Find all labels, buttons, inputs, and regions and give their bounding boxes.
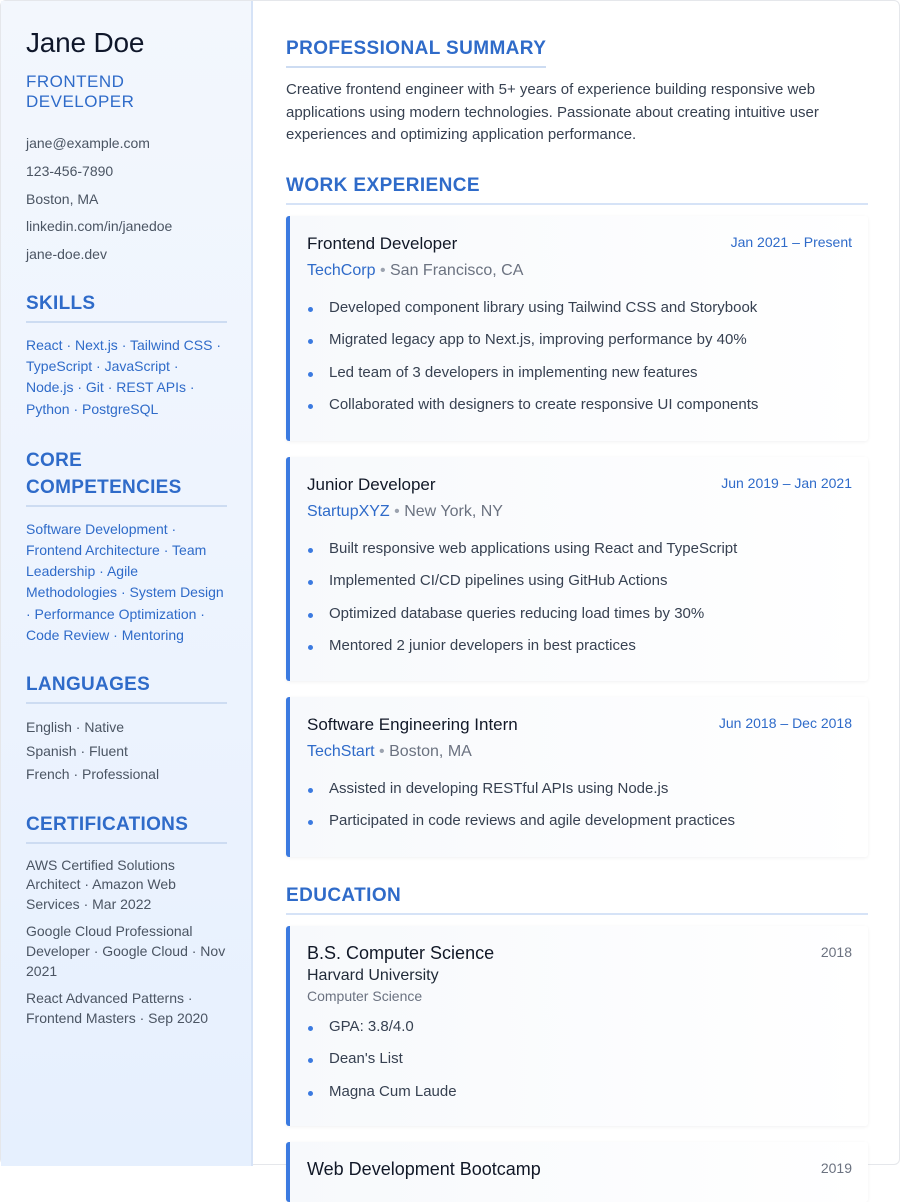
bullet-icon: [308, 1091, 313, 1096]
education-year: 2019: [820, 1160, 852, 1176]
education-bullets: [307, 1017, 852, 1102]
education-degree: B.S. Computer Science: [307, 943, 495, 963]
skills-section: [26, 290, 226, 420]
job-title: Software Engineering Intern: [307, 715, 518, 734]
list-item: [307, 571, 852, 591]
contact-list: [26, 130, 226, 269]
job-location: Boston, MA: [389, 743, 472, 760]
list-item: [307, 1017, 852, 1037]
contact-location: Boston, MA: [26, 190, 99, 207]
skills-list: React · Next.js · Tailwind CSS · TypeScript · JavaScript · Node.js · Git · REST APIs · Python · PostgreSQL: [26, 336, 222, 417]
candidate-role: FRONTEND DEVELOPER: [26, 72, 135, 111]
bullet-icon: [308, 307, 313, 312]
bullet-text: Mentored 2 junior developers in best practices: [329, 637, 636, 655]
skills-heading: SKILLS: [26, 290, 227, 323]
bullet-icon: [308, 1026, 313, 1031]
job-title: Frontend Developer: [307, 234, 458, 253]
job-card: [286, 697, 868, 857]
job-card: [286, 216, 868, 441]
list-item: [307, 1049, 852, 1069]
bullet-icon: [308, 613, 313, 618]
job-card: [286, 457, 868, 681]
bullet-icon: [308, 372, 313, 377]
separator-dot: •: [379, 743, 385, 760]
bullet-icon: [308, 820, 313, 825]
bullet-text: Assisted in developing RESTful APIs using Node.js: [329, 780, 669, 797]
job-company-line: [307, 742, 852, 762]
bullet-icon: [308, 580, 313, 585]
list-item: [307, 395, 852, 415]
job-date: Jun 2018 – Dec 2018: [718, 715, 852, 731]
bullet-text: Led team of 3 developers in implementing new features: [329, 363, 698, 381]
contact-linkedin: linkedin.com/in/janedoe: [26, 218, 173, 235]
list-item: [307, 779, 852, 799]
competencies-section: [26, 447, 226, 646]
work-heading: WORK EXPERIENCE: [286, 173, 868, 205]
bullet-icon: [308, 404, 313, 409]
certification-item: React Advanced Patterns · Frontend Masters · Sep 2020: [26, 990, 209, 1027]
job-date: Jan 2021 – Present: [730, 234, 852, 250]
certifications-list: [26, 856, 226, 1029]
competencies-list: Software Development · Frontend Architecture · Team Leadership · Agile Methodologies · System Design · Performance Optimization · Code Review · Mentoring: [26, 520, 224, 643]
list-item: [307, 330, 852, 350]
job-bullets: [307, 539, 852, 656]
languages-section: [26, 671, 226, 787]
bullet-text: Participated in code reviews and agile development practices: [329, 812, 736, 830]
bullet-icon: [308, 339, 313, 344]
bullet-text: Implemented CI/CD pipelines using GitHub Actions: [329, 572, 668, 590]
languages-heading: LANGUAGES: [26, 671, 227, 704]
languages-list: [26, 716, 226, 787]
bullet-text: Magna Cum Laude: [329, 1082, 457, 1100]
job-company: StartupXYZ: [307, 503, 390, 520]
job-location: New York, NY: [404, 503, 503, 520]
certification-item: AWS Certified Solutions Architect · Amazon Web Services · Mar 2022: [26, 856, 176, 913]
bullet-text: Developed component library using Tailwind CSS and Storybook: [329, 299, 758, 316]
summary-heading: PROFESSIONAL SUMMARY: [286, 36, 546, 68]
language-item: French · Professional: [26, 766, 160, 783]
job-bullets: [307, 298, 852, 415]
bullet-text: Built responsive web applications using React and TypeScript: [329, 540, 738, 557]
job-location: San Francisco, CA: [390, 262, 524, 279]
job-company: TechCorp: [307, 262, 376, 279]
list-item: [307, 1082, 852, 1102]
certifications-section: [26, 811, 226, 1029]
list-item: [307, 636, 852, 656]
contact-phone: 123-456-7890: [26, 162, 114, 179]
bullet-text: Migrated legacy app to Next.js, improving performance by 40%: [329, 331, 747, 349]
list-item: [307, 539, 852, 559]
sidebar: [1, 1, 253, 1166]
language-item: Spanish · Fluent: [26, 742, 128, 759]
certification-item: Google Cloud Professional Developer · Google Cloud · Nov 2021: [26, 923, 226, 979]
bullet-icon: [308, 788, 313, 793]
education-degree: Web Development Bootcamp: [307, 1159, 541, 1179]
contact-email: jane@example.com: [26, 135, 150, 151]
job-company-line: [307, 502, 852, 522]
job-company: TechStart: [307, 743, 375, 760]
education-school: Harvard University: [307, 967, 439, 984]
job-date: Jun 2019 – Jan 2021: [721, 475, 852, 491]
list-item: [307, 604, 852, 624]
separator-dot: •: [394, 503, 400, 520]
education-field: Computer Science: [307, 988, 423, 1004]
job-bullets: [307, 779, 852, 831]
summary-text: Creative frontend engineer with 5+ years of experience building responsive web applications using modern technologies. Passionate about creating intuitive user experiences and optimizing application performance.: [286, 81, 819, 144]
candidate-name: Jane Doe: [26, 27, 145, 58]
list-item: [307, 363, 852, 383]
contact-website: jane-doe.dev: [26, 246, 107, 263]
bullet-text: Dean's List: [329, 1050, 403, 1068]
bullet-text: GPA: 3.8/4.0: [329, 1018, 414, 1035]
education-card: [286, 1142, 868, 1202]
list-item: [307, 298, 852, 318]
list-item: [307, 811, 852, 831]
bullet-icon: [308, 645, 313, 650]
education-heading: EDUCATION: [286, 883, 868, 915]
competencies-heading: CORE COMPETENCIES: [26, 447, 227, 507]
bullet-icon: [308, 548, 313, 553]
language-item: English · Native: [26, 719, 125, 736]
education-year: 2018: [820, 944, 852, 960]
job-title: Junior Developer: [307, 475, 436, 494]
education-card: [286, 926, 868, 1126]
certifications-heading: CERTIFICATIONS: [26, 811, 227, 844]
job-company-line: [307, 261, 852, 281]
separator-dot: •: [379, 262, 386, 279]
bullet-icon: [308, 1058, 313, 1063]
bullet-text: Optimized database queries reducing load times by 30%: [329, 604, 705, 622]
bullet-text: Collaborated with designers to create responsive UI components: [329, 396, 759, 414]
